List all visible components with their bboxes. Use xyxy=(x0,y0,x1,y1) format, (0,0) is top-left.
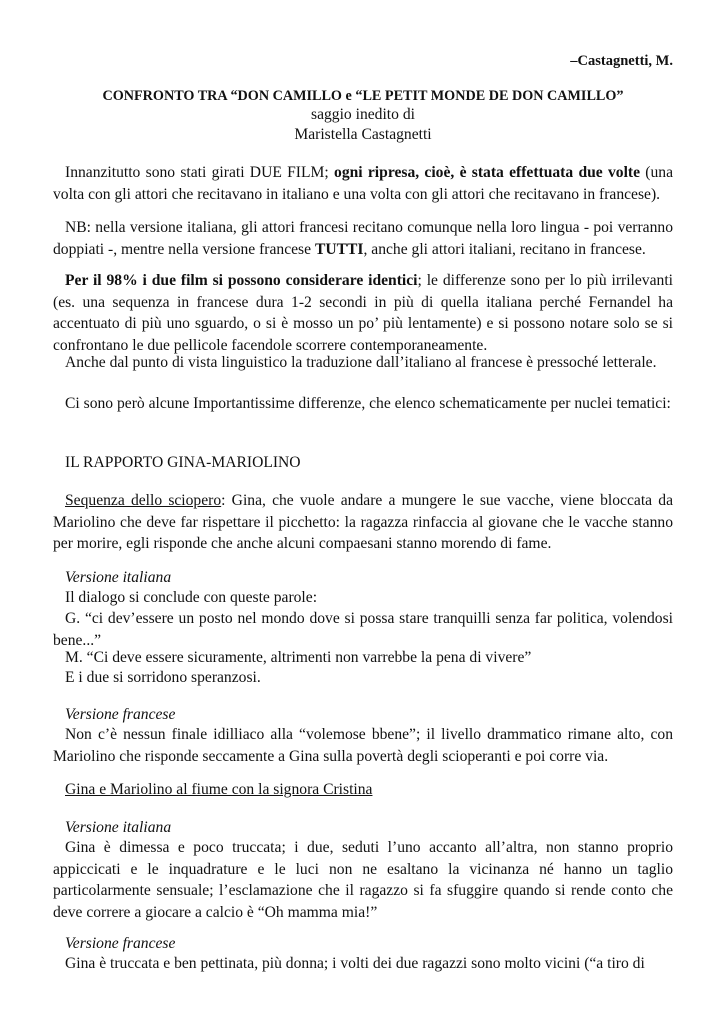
fiume-italian-paragraph: Gina è dimessa e poco truccata; i due, seduti l’uno accanto all’altra, non stanno proprio appiccicati e le inquadrature e le luci non ne esaltano la vicinanza né hanno un taglio particolarmente sensuale; l’esclamazione che il ragazzo si fa sfuggire quando si rende conto che deve correre a giocare a calcio è “Oh mamma mia!” xyxy=(53,839,673,921)
dialogue-line-mariolino: M. “Ci deve essere sicuramente, altrimenti non varrebbe la pena di vivere” xyxy=(65,649,532,666)
text-run: , anche gli attori italiani, recitano in francese. xyxy=(363,240,646,258)
intro-paragraph-4: Anche dal punto di vista linguistico la traduzione dall’italiano al francese è pressoché letterale. xyxy=(65,354,657,371)
subsection-heading-fiume: Gina e Mariolino al fiume con la signora Cristina xyxy=(65,781,373,798)
intro-paragraph-5: Ci sono però alcune Importantissime differenze, che elenco schematicamente per nuclei tematici: xyxy=(65,395,671,412)
author-reference: –Castagnetti, M. xyxy=(570,53,673,69)
dialogue-closing: E i due si sorridono speranzosi. xyxy=(65,669,261,686)
author-name: Maristella Castagnetti xyxy=(294,126,432,143)
sciopero-paragraph xyxy=(53,490,673,555)
bold-text: TUTTI xyxy=(314,240,364,258)
intro-paragraph-1 xyxy=(53,162,673,205)
text-run: Innanzitutto sono stati girati DUE FILM; xyxy=(65,164,335,181)
section-heading: IL RAPPORTO GINA-MARIOLINO xyxy=(65,454,301,471)
bold-text: ogni ripresa, cioè, è stata effettuata due volte xyxy=(334,164,641,181)
dialogue-intro: Il dialogo si conclude con queste parole: xyxy=(65,589,318,606)
dialogue-line-gina: G. “ci dev’essere un posto nel mondo dove si possa stare tranquilli senza far politica, volendosi bene...” xyxy=(53,610,673,649)
version-label-french: Versione francese xyxy=(65,706,176,723)
underlined-label: Sequenza dello sciopero xyxy=(65,492,222,509)
text-run: : Gina, che vuole andare a mungere le sue vacche, viene bloccata da Mariolino che deve far rispettare il picchetto: la ragazza rinfaccia al giovane che le vacche stanno per morire, egli risponde che anche alcuni compaesani stanno morendo di fame. xyxy=(53,492,673,552)
intro-paragraph-2 xyxy=(53,217,673,260)
document-title: CONFRONTO TRA “DON CAMILLO e “LE PETIT MONDE DE DON CAMILLO” xyxy=(102,88,624,104)
fiume-french-paragraph: Gina è truccata e ben pettinata, più donna; i volti dei due ragazzi sono molto vicini (“a tiro di xyxy=(65,955,645,972)
text-run: NB: nella versione italiana, gli attori francesi recitano comunque nella loro lingua - poi verranno doppiati -, mentre nella versione francese xyxy=(53,219,673,258)
text-run: (una volta con gli attori che recitavano in italiano e una volta con gli attori che recitavano in francese). xyxy=(53,164,674,203)
version-label-italian: Versione italiana xyxy=(65,569,172,586)
version-label-french: Versione francese xyxy=(65,935,176,952)
sciopero-french-paragraph: Non c’è nessun finale idilliaco alla “volemose bbene”; il livello drammatico rimane alto, con Mariolino che risponde seccamente a Gina sulla povertà degli scioperanti e poi corre via. xyxy=(53,726,673,765)
bold-text: Per il 98% i due film si possono considerare identici xyxy=(65,272,418,289)
intro-paragraph-3 xyxy=(53,270,673,356)
version-label-italian: Versione italiana xyxy=(65,819,172,836)
text-run: ; le differenze sono per lo più irrilevanti (es. una sequenza in francese dura 1-2 secondi in più di quella italiana perché Fernandel ha accentuato di più uno sguardo, o si è mosso un po’ più lentamente) e si possono notare solo se si confrontano le due pellicole facendole scorrere contemporaneamente. xyxy=(53,272,673,354)
subtitle: saggio inedito di xyxy=(311,106,415,123)
